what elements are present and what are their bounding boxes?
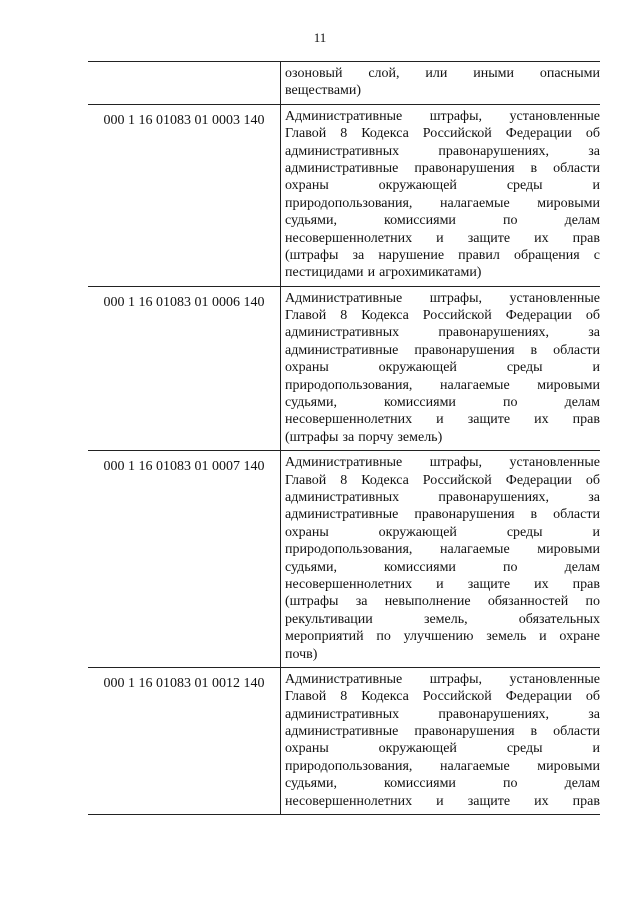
word: пестицидами [285, 265, 364, 281]
description-line [285, 706, 600, 723]
word: окружающей [378, 178, 457, 194]
description-line [285, 377, 600, 394]
word: земель [486, 629, 527, 645]
word: их [534, 230, 549, 246]
word: мировыми [537, 195, 600, 211]
word: административных [285, 143, 400, 159]
word: Кодекса [361, 308, 409, 324]
description-line [285, 359, 600, 376]
word: установленные [509, 671, 600, 687]
description-line [285, 723, 600, 740]
word: прав [572, 230, 600, 246]
description-line [285, 307, 600, 324]
word: административные [285, 507, 399, 523]
word: иными [473, 66, 514, 81]
word: штрафы, [429, 671, 483, 687]
word: комиссиями [384, 213, 456, 229]
word: за [352, 247, 365, 263]
word: Российской [422, 689, 492, 705]
word: (штрафы [285, 247, 339, 263]
description-line [285, 489, 600, 506]
description-cell [281, 667, 601, 814]
word: или [425, 66, 448, 81]
description-line [285, 65, 600, 82]
word: их [534, 793, 549, 809]
word: об [585, 689, 600, 705]
description-line [285, 628, 600, 645]
word: (штрафы [285, 594, 339, 610]
word: делам [564, 395, 600, 411]
word: и [436, 793, 444, 809]
description-line [285, 593, 600, 610]
word: правонарушения [414, 342, 515, 358]
word: комиссиями [384, 776, 456, 792]
word: защите [467, 576, 511, 592]
word: по [503, 395, 518, 411]
word: и [592, 741, 600, 757]
word: среды [506, 741, 543, 757]
word: природопользования, [285, 758, 413, 774]
word: (штрафы [285, 429, 339, 445]
word: области [553, 160, 600, 176]
word: Кодекса [361, 689, 409, 705]
word: правонарушениях, [438, 706, 550, 722]
word: в [530, 724, 538, 740]
word: за [588, 706, 600, 722]
description-line [285, 671, 600, 688]
word: и [592, 524, 600, 540]
word: установленные [509, 108, 600, 124]
word: несовершеннолетних [285, 793, 413, 809]
word: 8 [340, 472, 348, 488]
description-line [285, 264, 600, 281]
word: 8 [340, 689, 348, 705]
word: комиссиями [384, 395, 456, 411]
word: 8 [340, 308, 348, 324]
description-line [285, 688, 600, 705]
budget-code-cell: 000 1 16 01083 01 0012 140 [88, 667, 281, 814]
budget-code-cell: 000 1 16 01083 01 0006 140 [88, 286, 281, 451]
word: в [530, 342, 538, 358]
description-line [285, 411, 600, 428]
word: прав [572, 412, 600, 428]
description-line [285, 429, 600, 446]
description-cell [281, 286, 601, 451]
word: земель, [423, 611, 468, 627]
word: по [503, 559, 518, 575]
word: и [539, 629, 547, 645]
word: Главой [285, 126, 327, 142]
word: за [588, 143, 600, 159]
word: правил [458, 247, 500, 263]
description-line [285, 793, 600, 810]
word: за [588, 325, 600, 341]
description-line [285, 143, 600, 160]
word: опасными [539, 66, 600, 81]
word: за [355, 594, 368, 610]
word: защите [467, 793, 511, 809]
word: правонарушениях, [438, 325, 550, 341]
word: несовершеннолетних [285, 412, 413, 428]
budget-codes-table [88, 61, 600, 815]
description-line [285, 177, 600, 194]
word: судьями, [285, 776, 337, 792]
word: Административные [285, 290, 403, 306]
word: административные [285, 342, 399, 358]
word: и [436, 230, 444, 246]
word: правонарушения [414, 724, 515, 740]
table-row [88, 62, 600, 105]
description-line [285, 342, 600, 359]
word: Кодекса [361, 126, 409, 142]
table-row [88, 451, 600, 668]
description-line [285, 125, 600, 142]
word: Федерации [505, 308, 572, 324]
budget-code-cell: 000 1 16 01083 01 0007 140 [88, 451, 281, 668]
word: слой, [368, 66, 400, 81]
word: Административные [285, 671, 403, 687]
word: среды [506, 524, 543, 540]
word: мировыми [537, 377, 600, 393]
word: прав [572, 576, 600, 592]
table-body [88, 62, 600, 815]
word: штрафы, [429, 108, 483, 124]
word: их [534, 576, 549, 592]
description-line [285, 195, 600, 212]
description-line [285, 646, 600, 663]
word: охраны [285, 360, 329, 376]
word: Российской [422, 126, 492, 142]
word: их [534, 412, 549, 428]
table-row [88, 104, 600, 286]
description-line [285, 559, 600, 576]
word: налагаемые [439, 195, 510, 211]
word: налагаемые [439, 377, 510, 393]
word: Федерации [505, 126, 572, 142]
word: обязательных [518, 611, 600, 627]
word: охраны [285, 741, 329, 757]
word: по [503, 776, 518, 792]
word: прав [572, 793, 600, 809]
word: налагаемые [439, 758, 510, 774]
word: мировыми [537, 542, 600, 558]
word: и [592, 178, 600, 194]
word: правонарушения [414, 507, 515, 523]
word: Кодекса [361, 472, 409, 488]
word: административные [285, 724, 399, 740]
word: Главой [285, 472, 327, 488]
word: и [592, 360, 600, 376]
word: Административные [285, 108, 403, 124]
word: области [553, 507, 600, 523]
word: защите [467, 412, 511, 428]
description-line [285, 160, 600, 177]
word: в [530, 507, 538, 523]
word: делам [564, 559, 600, 575]
word: Главой [285, 689, 327, 705]
description-line [285, 758, 600, 775]
word: рекультивации [285, 611, 373, 627]
word: невыполнение [384, 594, 471, 610]
description-line [285, 230, 600, 247]
word: озоновый [285, 66, 343, 81]
word: охраны [285, 178, 329, 194]
word: охраны [285, 524, 329, 540]
word: в [530, 160, 538, 176]
word: административных [285, 325, 400, 341]
word: среды [506, 178, 543, 194]
word: административных [285, 706, 400, 722]
table-row [88, 286, 600, 451]
word: налагаемые [439, 542, 510, 558]
word: комиссиями [384, 559, 456, 575]
word: веществами) [285, 83, 362, 99]
word: с [593, 247, 600, 263]
description-line [285, 541, 600, 558]
word: охране [559, 629, 600, 645]
word: земель) [397, 429, 443, 445]
word: судьями, [285, 213, 337, 229]
budget-code-cell: 000 1 16 01083 01 0003 140 [88, 104, 281, 286]
word: штрафы, [429, 290, 483, 306]
word: и [367, 265, 376, 281]
table-row [88, 667, 600, 814]
word: нарушение [378, 247, 445, 263]
word: природопользования, [285, 195, 413, 211]
word: порчу [358, 429, 394, 445]
word: правонарушениях, [438, 489, 550, 505]
description-cell [281, 62, 601, 105]
word: Федерации [505, 472, 572, 488]
description-line [285, 454, 600, 471]
word: по [376, 629, 391, 645]
page-number: 11 [313, 30, 327, 45]
word: за [588, 489, 600, 505]
description-line [285, 576, 600, 593]
word: почв) [285, 646, 318, 662]
word: делам [564, 776, 600, 792]
word: об [585, 308, 600, 324]
word: правонарушениях, [438, 143, 550, 159]
word: окружающей [378, 360, 457, 376]
description-line [285, 108, 600, 125]
word: несовершеннолетних [285, 576, 413, 592]
description-line [285, 290, 600, 307]
word: Российской [422, 308, 492, 324]
word: административных [285, 489, 400, 505]
word: и [436, 576, 444, 592]
word: установленные [509, 455, 600, 471]
description-line [285, 611, 600, 628]
word: агрохимикатами) [379, 265, 482, 281]
word: и [436, 412, 444, 428]
description-cell [281, 104, 601, 286]
word: природопользования, [285, 542, 413, 558]
description-cell [281, 451, 601, 668]
description-line [285, 472, 600, 489]
word: за [342, 429, 355, 445]
word: улучшению [403, 629, 474, 645]
word: об [585, 472, 600, 488]
word: административные [285, 160, 399, 176]
word: об [585, 126, 600, 142]
word: 8 [340, 126, 348, 142]
budget-code-cell [88, 62, 281, 105]
word: Федерации [505, 689, 572, 705]
word: области [553, 342, 600, 358]
word: защите [467, 230, 511, 246]
word: делам [564, 213, 600, 229]
word: Административные [285, 455, 403, 471]
word: области [553, 724, 600, 740]
word: установленные [509, 290, 600, 306]
word: штрафы, [429, 455, 483, 471]
word: по [585, 594, 600, 610]
word: правонарушения [414, 160, 515, 176]
description-line [285, 524, 600, 541]
word: мировыми [537, 758, 600, 774]
description-line [285, 506, 600, 523]
word: Российской [422, 472, 492, 488]
description-line [285, 740, 600, 757]
word: природопользования, [285, 377, 413, 393]
word: среды [506, 360, 543, 376]
word: окружающей [378, 524, 457, 540]
description-line [285, 775, 600, 792]
word: мероприятий [285, 629, 364, 645]
word: обязанностей [487, 594, 569, 610]
description-line [285, 324, 600, 341]
word: обращения [513, 247, 580, 263]
word: по [503, 213, 518, 229]
description-line [285, 247, 600, 264]
description-line [285, 212, 600, 229]
word: судьями, [285, 559, 337, 575]
description-line [285, 394, 600, 411]
description-line [285, 82, 600, 99]
word: окружающей [378, 741, 457, 757]
word: несовершеннолетних [285, 230, 413, 246]
word: Главой [285, 308, 327, 324]
word: судьями, [285, 395, 337, 411]
